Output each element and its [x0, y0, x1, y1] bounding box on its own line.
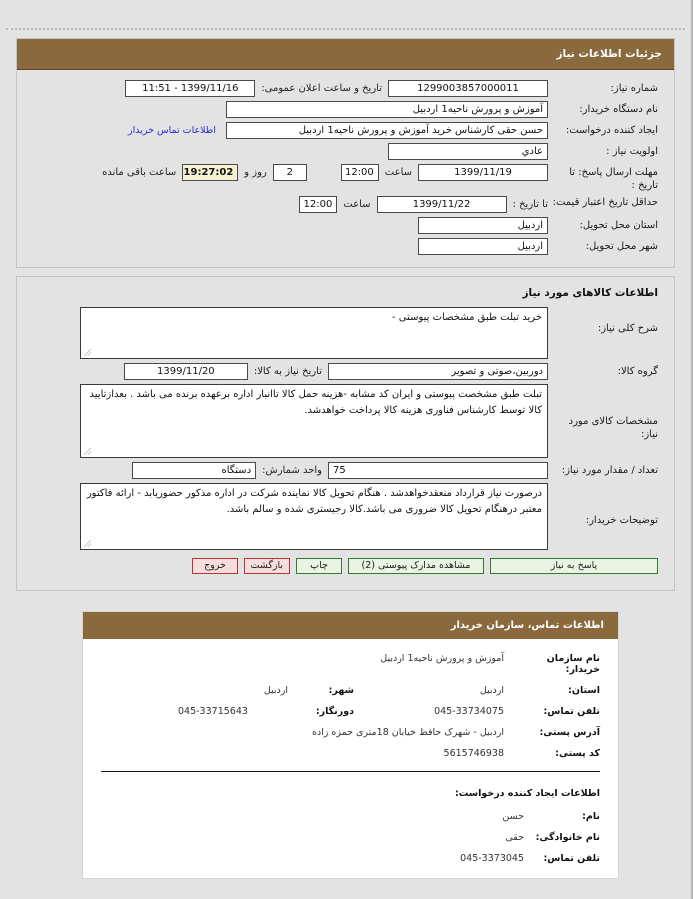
delivery-province-label: استان محل تحویل:	[579, 220, 658, 231]
general-desc-textarea[interactable]	[80, 307, 548, 359]
action-buttons-row	[25, 550, 666, 580]
goods-group-field[interactable]: دوربین،صوتی و تصویر	[328, 363, 548, 380]
need-date-label: تاریخ نیاز به کالا:	[253, 366, 322, 377]
response-deadline-hour-field[interactable]: 12:00	[341, 164, 379, 181]
buyer-org-label: نام دستگاه خریدار:	[579, 104, 658, 115]
days-word-label: روز و	[244, 167, 267, 178]
requester-phone-label: تلفن تماس:	[543, 853, 600, 864]
postal-code-value: 5615746938	[443, 748, 504, 759]
dotted-separator	[6, 28, 685, 30]
specs-label: مشخصات کالای مورد نیاز:	[568, 416, 658, 440]
phone-fax-row	[101, 706, 600, 717]
buyer-notes-row	[25, 483, 666, 550]
remaining-days-field: 2	[273, 164, 307, 181]
requester-label: ایجاد کننده درخواست:	[565, 125, 658, 136]
delivery-city-row	[25, 238, 666, 255]
hour-label-1: ساعت	[384, 167, 412, 178]
need-details-panel	[16, 38, 675, 268]
exit-button[interactable]: خروج	[192, 558, 238, 574]
need-details-body	[17, 70, 674, 267]
unit-label: واحد شمارش:	[262, 465, 322, 476]
quantity-field[interactable]: 75	[328, 462, 548, 479]
requester-phone-value: 045-3373045	[460, 853, 524, 864]
delivery-city-label: شهر محل تحویل:	[585, 241, 658, 252]
buyer-notes-text: درصورت نیاز قرارداد منعقدخواهدشد . هنگام تحویل کالا نماینده شرکت در اداره مذکور حضوریابد - ارائه فاکتور معتبر درهنگام تحویل کالا ضروری می باشد.کالا رجیستری شده و سالم باشد.	[86, 488, 542, 515]
goods-group-row	[25, 363, 666, 380]
address-row	[101, 727, 600, 738]
first-name-row	[101, 811, 600, 822]
priority-label: اولویت نیاز :	[606, 146, 658, 157]
price-validity-row	[25, 196, 666, 213]
delivery-province-field[interactable]: اردبیل	[418, 217, 548, 234]
need-details-title: جزئیات اطلاعات نیاز	[17, 39, 674, 70]
phone-label: تلفن تماس:	[543, 706, 600, 717]
general-desc-text: خرید تبلت طبق مشخصات پیوستی -	[391, 312, 542, 323]
priority-row	[25, 143, 666, 160]
goods-info-panel	[16, 276, 675, 591]
print-button[interactable]: چاپ	[296, 558, 342, 574]
province-value: اردبیل	[479, 685, 504, 696]
specs-textarea[interactable]	[80, 384, 548, 458]
city-label: شهر:	[328, 685, 354, 696]
countdown-suffix-label: ساعت باقی مانده	[102, 167, 177, 178]
view-attachments-button[interactable]: مشاهده مدارک پیوستی (2)	[348, 558, 484, 574]
address-label: آدرس پستی:	[539, 727, 600, 738]
contact-card-body	[83, 639, 618, 878]
general-desc-row	[25, 307, 666, 359]
announce-datetime-field[interactable]: 1399/11/16 - 11:51	[125, 80, 255, 97]
last-name-label: نام خانوادگی:	[535, 832, 600, 843]
fax-label: دورنگار:	[315, 706, 354, 717]
province-label: استان:	[568, 685, 600, 696]
buyer-org-row	[25, 101, 666, 118]
first-name-value: حسن	[502, 811, 524, 822]
specs-text: تبلت طبق مشخصت پیوستی و ایران کد مشابه -هزینه حمل کالا تاانبار اداره برعهده برنده می باشد . بعدازتایید کالا توسط کارشناس فناوری هزینه کالا پرداخت خواهدشد.	[89, 389, 542, 416]
back-button[interactable]: بازگشت	[244, 558, 290, 574]
goods-info-body	[17, 277, 674, 590]
unit-field[interactable]: دستگاه	[132, 462, 256, 479]
buyer-contact-card	[82, 611, 619, 879]
last-name-row	[101, 832, 600, 843]
quantity-label: تعداد / مقدار مورد نیاز:	[561, 465, 658, 476]
price-validity-date-field[interactable]: 1399/11/22	[377, 196, 507, 213]
specs-row	[25, 384, 666, 458]
last-name-value: حقی	[505, 832, 524, 843]
price-validity-hour-field[interactable]: 12:00	[299, 196, 337, 213]
response-deadline-row	[25, 164, 666, 192]
hour-label-2: ساعت	[343, 199, 371, 210]
buyer-org-field[interactable]: آموزش و پرورش ناحیه1 اردبیل	[226, 101, 548, 118]
postal-code-label: کد پستی:	[555, 748, 600, 759]
response-deadline-label: مهلت ارسال پاسخ: تا تاریخ :	[569, 167, 658, 191]
respond-to-need-button[interactable]: پاسخ به نیاز	[490, 558, 658, 574]
postal-code-row	[101, 748, 600, 759]
city-value: اردبیل	[263, 685, 288, 696]
requester-field[interactable]: حسن حقی کارشناس خرید آموزش و پرورش ناحیه1 اردبیل	[226, 122, 548, 139]
delivery-city-field[interactable]: اردبیل	[418, 238, 548, 255]
goods-group-label: گروه کالا:	[617, 366, 658, 377]
province-city-row	[101, 685, 600, 696]
quantity-row	[25, 462, 666, 479]
address-value: اردبیل - شهرک حافظ خیابان 18متری حمزه زاده	[311, 727, 504, 738]
announce-datetime-label: تاریخ و ساعت اعلان عمومی:	[261, 83, 382, 94]
phone-value: 045-33734075	[434, 706, 504, 717]
fax-value: 045-33715643	[178, 706, 248, 717]
countdown-timer: 19:27:02	[182, 164, 238, 181]
price-validity-to-label: تا تاریخ :	[512, 199, 548, 210]
top-spacer	[0, 0, 691, 28]
org-name-row	[101, 653, 600, 675]
resize-grip-icon[interactable]	[84, 448, 91, 455]
buyer-notes-textarea[interactable]	[80, 483, 548, 550]
contact-card-title: اطلاعات تماس، سازمان خریدار	[83, 612, 618, 639]
response-deadline-date-field[interactable]: 1399/11/19	[418, 164, 548, 181]
requester-section-title: اطلاعات ایجاد کننده درخواست:	[454, 788, 600, 799]
resize-grip-icon[interactable]	[84, 349, 91, 356]
org-name-label: نام سازمان خریدار:	[546, 653, 600, 675]
resize-grip-icon[interactable]	[84, 540, 91, 547]
price-validity-label: حداقل تاریخ اعتبار قیمت:	[552, 197, 658, 208]
delivery-province-row	[25, 217, 666, 234]
need-number-row	[25, 80, 666, 97]
requester-phone-row	[101, 853, 600, 864]
buyer-notes-label: توضیحات خریدار:	[585, 515, 658, 526]
general-desc-label: شرح کلی نیاز:	[597, 323, 658, 334]
need-date-field[interactable]: 1399/11/20	[124, 363, 248, 380]
goods-section-title: اطلاعات کالاهای مورد نیاز	[522, 287, 658, 299]
section-divider	[101, 771, 600, 772]
first-name-label: نام:	[582, 811, 600, 822]
buyer-contact-link[interactable]: اطلاعات تماس خریدار	[127, 125, 216, 136]
requester-row	[25, 122, 666, 139]
priority-field[interactable]: عادي	[388, 143, 548, 160]
need-number-field[interactable]: 1299003857000011	[388, 80, 548, 97]
need-number-label: شماره نیاز:	[610, 83, 658, 94]
org-name-value: آموزش و پرورش ناحیه1 اردبیل	[380, 653, 504, 664]
